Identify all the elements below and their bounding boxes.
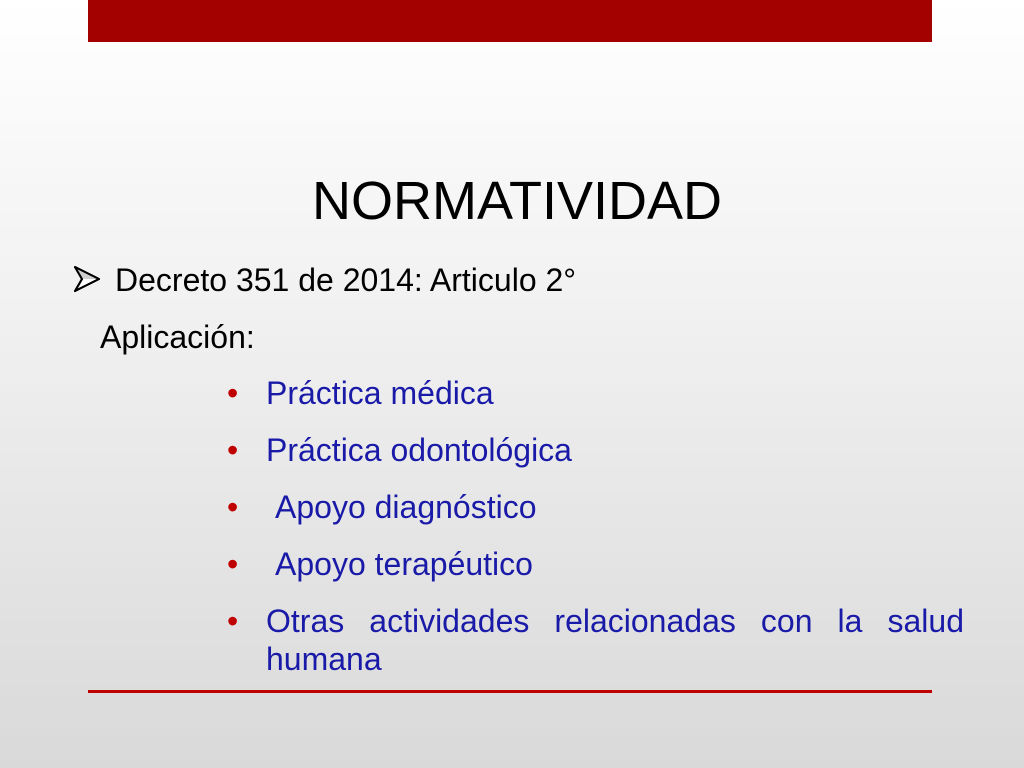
list-item-text: Práctica médica: [266, 375, 494, 411]
list-item: [227, 545, 967, 583]
list-item-text: Otras actividades relacionadas con la salud humana: [266, 603, 964, 678]
list-item-text: Apoyo terapéutico: [275, 546, 533, 582]
list-item: [227, 602, 964, 679]
application-label: Aplicación:: [100, 319, 255, 355]
bullet-icon: •: [227, 603, 239, 639]
list-item-text: Apoyo diagnóstico: [275, 489, 537, 525]
list-item: [227, 374, 967, 412]
list-item: [227, 431, 967, 469]
list-item-text: Práctica odontológica: [266, 432, 572, 468]
bullet-icon: •: [227, 375, 239, 411]
list-item: [227, 488, 967, 526]
bullet-icon: •: [227, 489, 239, 525]
slide-title: NORMATIVIDAD: [311, 171, 722, 231]
main-point-text: Decreto 351 de 2014: Articulo 2°: [115, 262, 577, 298]
bullet-icon: •: [227, 432, 239, 468]
bottom-divider: [88, 690, 932, 693]
bullet-icon: •: [227, 546, 239, 582]
